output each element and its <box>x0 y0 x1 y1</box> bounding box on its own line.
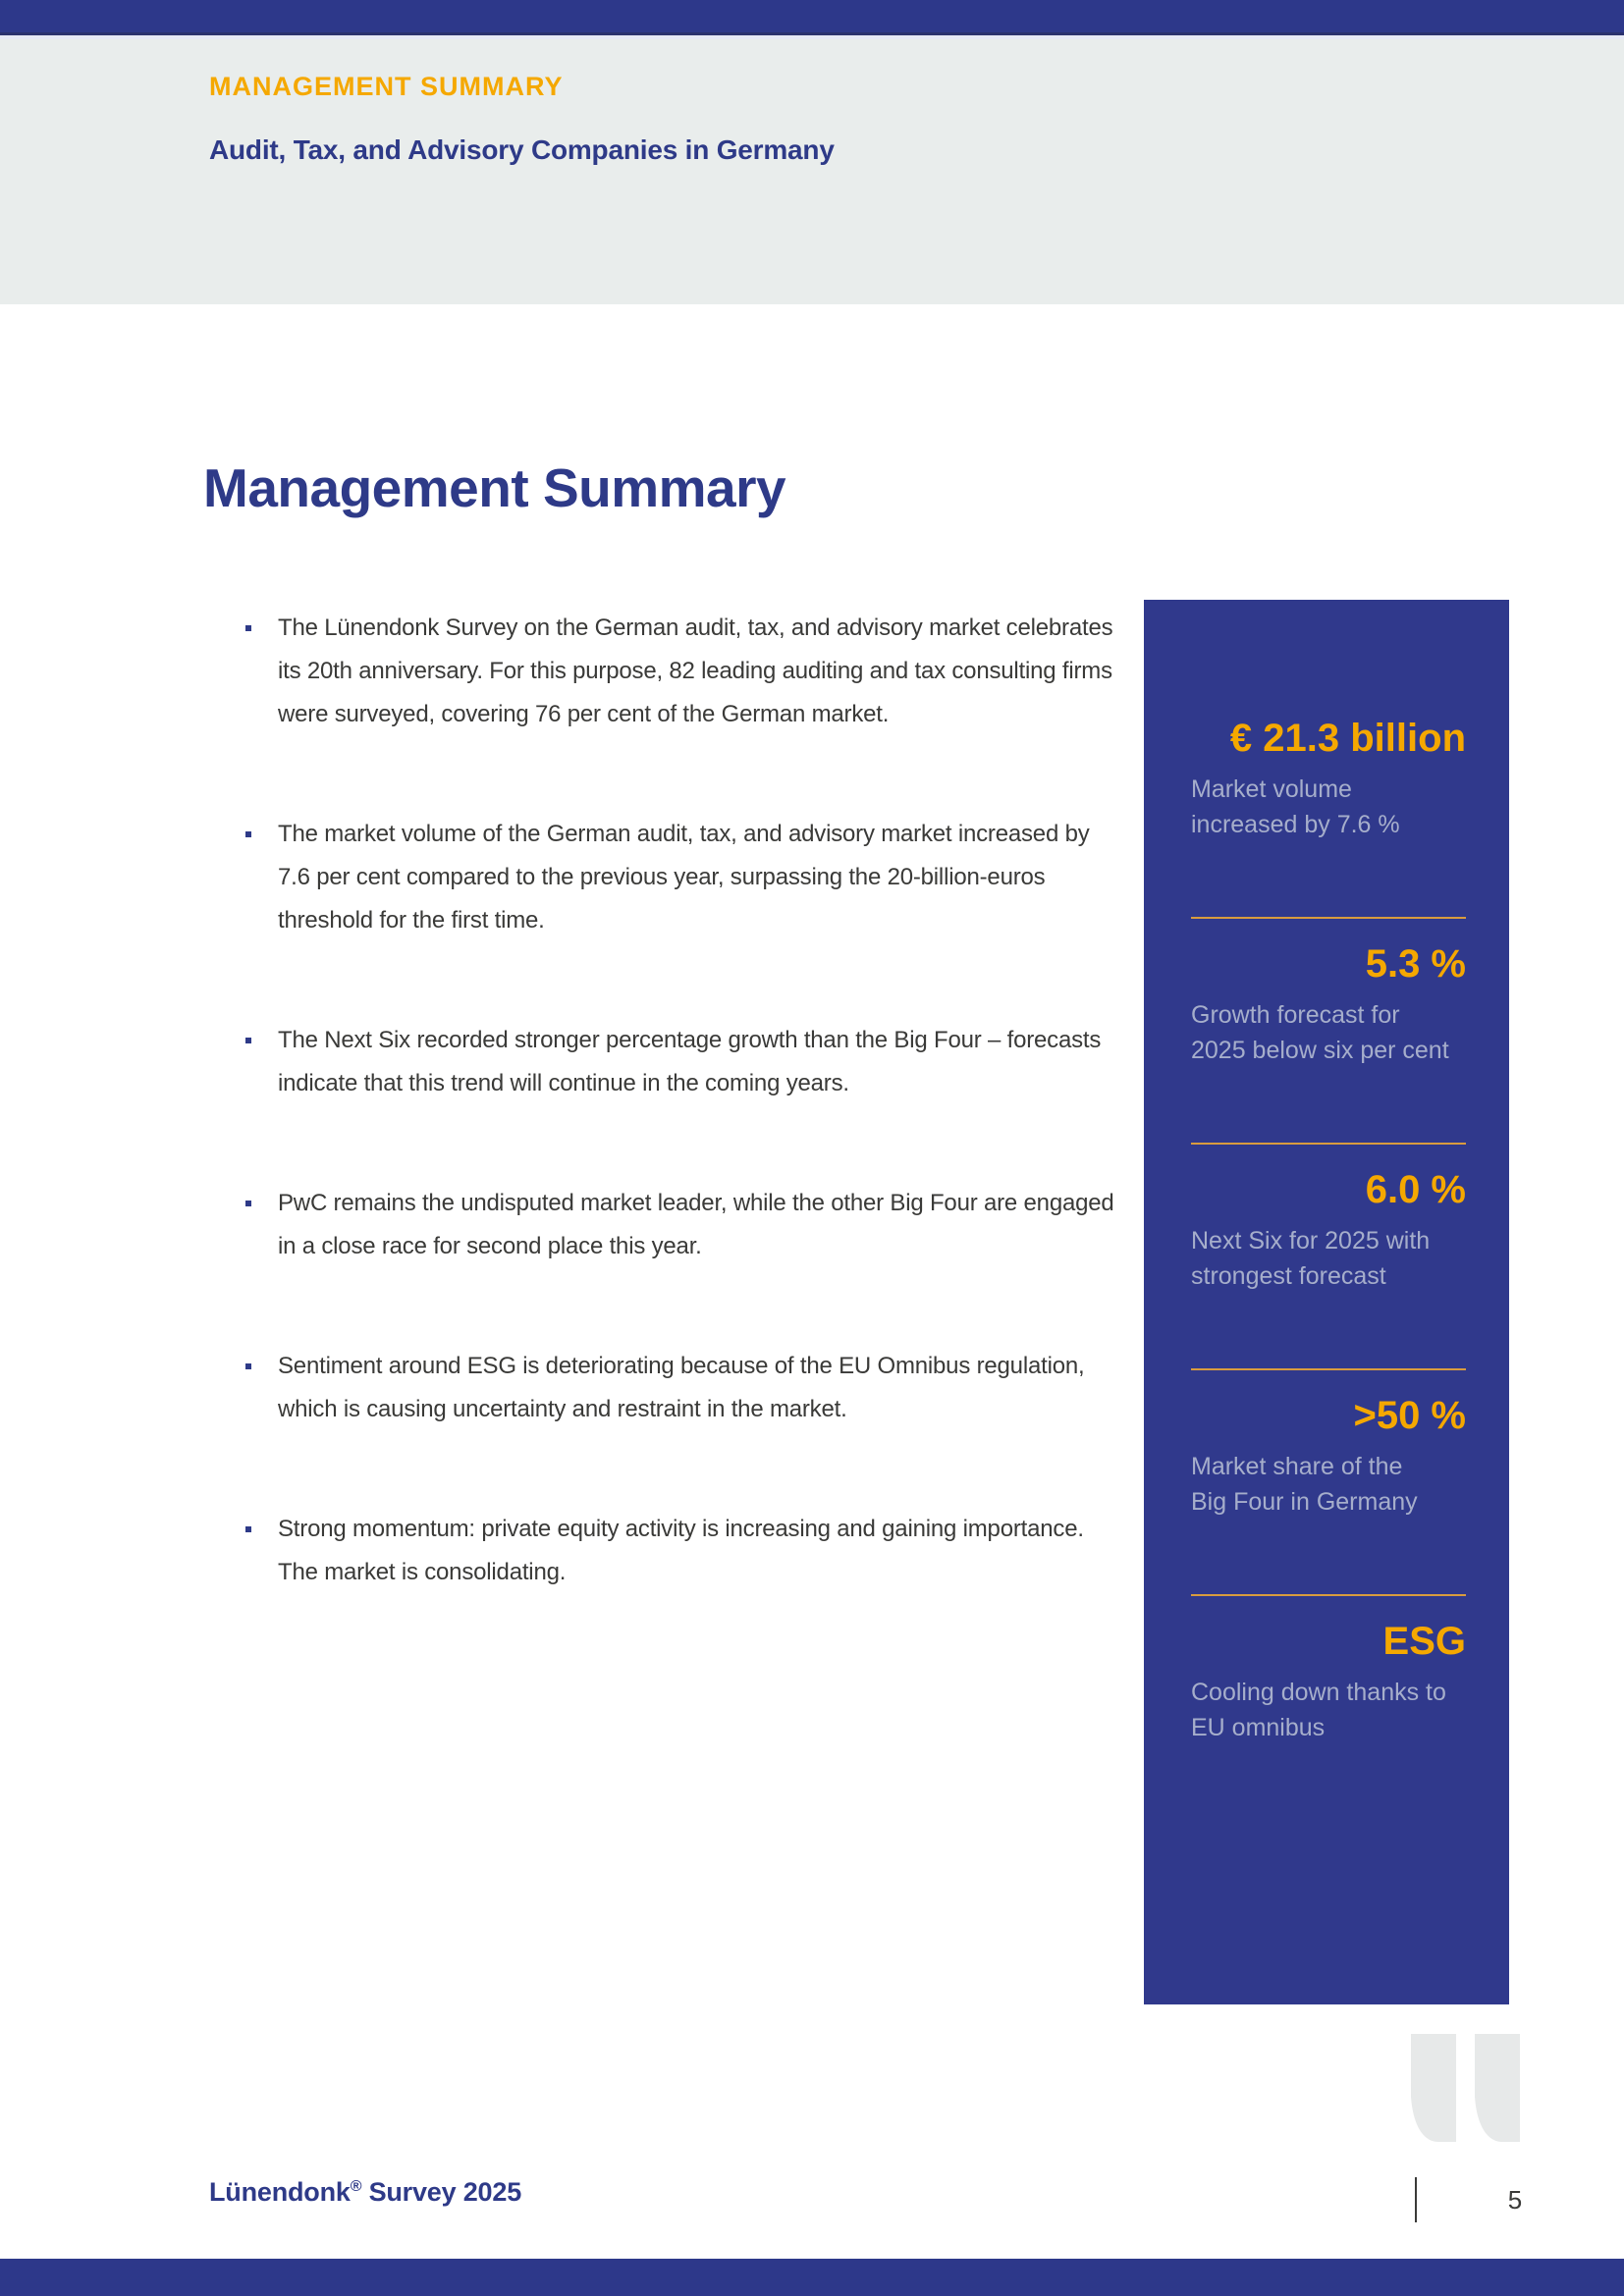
footer-brand-name: Lünendonk <box>209 2177 351 2207</box>
footer-divider-line <box>1415 2177 1417 2222</box>
stat-caption-line: Market share of the <box>1191 1453 1403 1480</box>
list-item <box>245 607 1115 736</box>
stat-divider <box>1191 1143 1466 1145</box>
stat-caption <box>1191 1223 1466 1294</box>
stat-caption-line: Cooling down thanks to <box>1191 1679 1446 1706</box>
stat-divider <box>1191 1594 1466 1596</box>
section-eyebrow: MANAGEMENT SUMMARY <box>209 72 564 101</box>
stat-divider <box>1191 917 1466 919</box>
stat-caption-line: increased by 7.6 % <box>1191 811 1400 838</box>
list-item <box>245 1182 1115 1268</box>
stat-caption-line: Growth forecast for <box>1191 1001 1400 1029</box>
bullet-square-icon <box>245 1201 251 1206</box>
stat-caption-line: Market volume <box>1191 775 1352 803</box>
page-title: Management Summary <box>203 456 786 518</box>
bullet-square-icon <box>245 1363 251 1369</box>
bullet-square-icon <box>245 1038 251 1043</box>
stat-value: 6.0 % <box>1365 1168 1466 1211</box>
report-subtitle: Audit, Tax, and Advisory Companies in Germany <box>209 134 835 165</box>
stat-value: 5.3 % <box>1365 942 1466 986</box>
page-number: 5 <box>1507 2185 1523 2215</box>
bullet-square-icon <box>245 1526 251 1532</box>
stat-caption-line: Next Six for 2025 with <box>1191 1227 1431 1255</box>
key-figures-panel <box>1144 600 1509 2004</box>
top-accent-bar <box>0 0 1624 35</box>
closing-quote-icon <box>1411 2034 1522 2142</box>
bullet-text: Sentiment around ESG is deteriorating because of the EU Omnibus regulation, which is causing uncertainty and restraint in the market. <box>278 1353 1085 1422</box>
stat-caption-line: strongest forecast <box>1191 1262 1386 1290</box>
bullet-square-icon <box>245 625 251 631</box>
bullet-text: Strong momentum: private equity activity is increasing and gaining importance. The market is consolidating. <box>278 1516 1084 1585</box>
stat-value: >50 % <box>1353 1394 1466 1437</box>
list-item <box>245 1508 1115 1594</box>
bullet-text: The Lünendonk Survey on the German audit, tax, and advisory market celebrates its 20th anniversary. For this purpose, 82 leading auditing and tax consulting firms were surveyed, covering 76 per cent of the German market. <box>278 614 1113 727</box>
bullet-text: The market volume of the German audit, tax, and advisory market increased by 7.6 per cent compared to the previous year, surpassing the 20-billion-euros threshold for the first time. <box>278 821 1090 934</box>
stat-divider <box>1191 1368 1466 1370</box>
stat-caption-line: EU omnibus <box>1191 1714 1326 1741</box>
stat-caption <box>1191 772 1466 842</box>
bottom-accent-bar <box>0 2259 1624 2296</box>
bullet-text: PwC remains the undisputed market leader, while the other Big Four are engaged in a close race for second place this year. <box>278 1190 1114 1259</box>
list-item <box>245 813 1115 942</box>
bullet-text: The Next Six recorded stronger percentage growth than the Big Four – forecasts indicate that this trend will continue in the coming years. <box>278 1027 1102 1096</box>
stat-caption <box>1191 1675 1466 1745</box>
stat-caption-line: Big Four in Germany <box>1191 1488 1418 1516</box>
stat-value: ESG <box>1382 1620 1466 1663</box>
stat-caption-line: 2025 below six per cent <box>1191 1037 1449 1064</box>
registered-trademark-icon: ® <box>350 2178 362 2195</box>
stat-value: € 21.3 billion <box>1229 717 1466 760</box>
footer-brand <box>209 2177 521 2208</box>
footer-brand-rest: Survey 2025 <box>361 2177 522 2207</box>
list-item <box>245 1019 1115 1105</box>
stat-caption <box>1191 1449 1466 1520</box>
bullet-square-icon <box>245 831 251 837</box>
list-item <box>245 1345 1115 1431</box>
summary-bullet-list <box>245 607 1115 1671</box>
stat-caption <box>1191 997 1466 1068</box>
